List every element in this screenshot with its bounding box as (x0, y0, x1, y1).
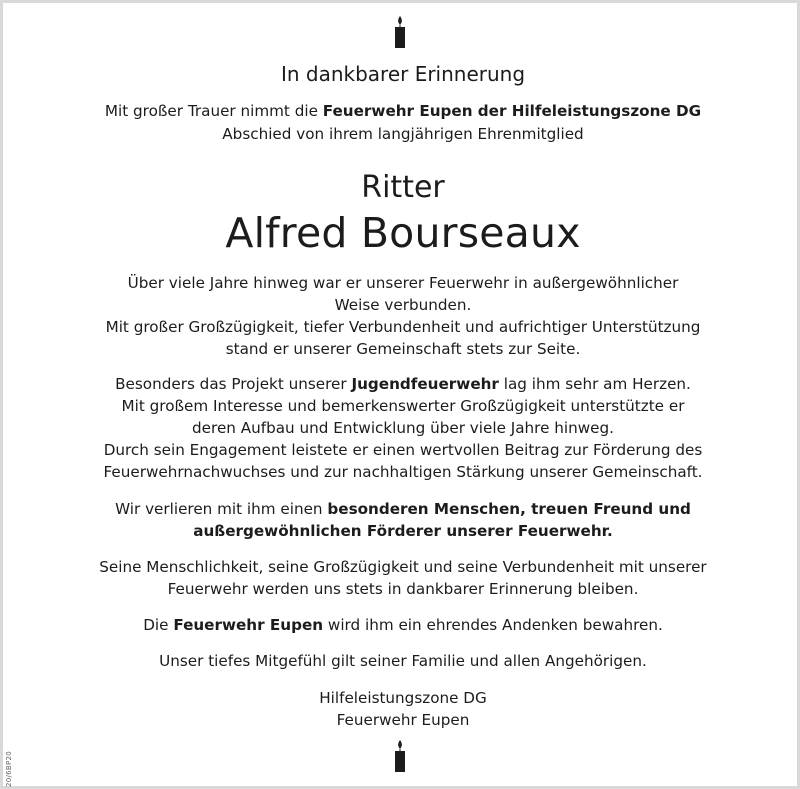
body-line: außergewöhnlichen Förderer unserer Feuerwehr. (193, 522, 613, 540)
body-line: Über viele Jahre hinweg war er unserer Feuerwehr in außergewöhnlicher (127, 274, 679, 292)
body-line: Seine Menschlichkeit, seine Großzügigkeit und seine Verbundenheit mit unserer (99, 558, 707, 576)
body-line: Feuerwehrnachwuchses und zur nachhaltigen Stärkung unserer Gemeinschaft. (103, 463, 703, 481)
candle-icon (392, 739, 408, 773)
intro-line-1 (3, 101, 800, 121)
body-line (3, 615, 800, 635)
candle-icon (392, 15, 408, 49)
body-line: Durch sein Engagement leistete er einen wertvollen Beitrag zur Förderung des (103, 441, 703, 459)
body-text: Wir verlieren mit ihm einen (115, 500, 328, 518)
body-text: wird ihm ein ehrendes Andenken bewahren. (323, 616, 663, 634)
body-line (3, 374, 800, 394)
body-line: Weise verbunden. (334, 296, 472, 314)
body-text: Die (143, 616, 174, 634)
body-text: Besonders das Projekt unserer (115, 375, 352, 393)
side-reference-code: 20/6BP20 (5, 750, 13, 787)
body-line: stand er unserer Gemeinschaft stets zur Seite. (225, 340, 581, 358)
signature-line-1: Hilfeleistungszone DG (319, 689, 487, 707)
body-line: deren Aufbau und Entwicklung über viele Jahre hinweg. (192, 419, 614, 437)
heading-in-remembrance: In dankbarer Erinnerung (280, 62, 526, 86)
body-line: Mit großer Großzügigkeit, tiefer Verbundenheit und aufrichtiger Unterstützung (105, 318, 701, 336)
organization-name: Feuerwehr Eupen der Hilfeleistungszone DG (322, 102, 702, 120)
body-line (3, 499, 800, 519)
intro-line-2: Abschied von ihrem langjährigen Ehrenmitglied (222, 125, 584, 143)
body-line: Mit großem Interesse und bemerkenswerter Großzügigkeit unterstützte er (121, 397, 685, 415)
fire-brigade-name: Feuerwehr Eupen (173, 616, 324, 634)
deceased-name: Alfred Bourseaux (225, 209, 581, 257)
body-line: Unser tiefes Mitgefühl gilt seiner Familie und allen Angehörigen. (159, 652, 647, 670)
honorific-title: Ritter (361, 170, 445, 205)
signature-line-2: Feuerwehr Eupen (336, 711, 470, 729)
intro-text: Mit großer Trauer nimmt die (104, 102, 323, 120)
youth-fire-brigade-text: Jugendfeuerwehr (351, 375, 499, 393)
body-text: lag ihm sehr am Herzen. (498, 375, 691, 393)
body-line: Feuerwehr werden uns stets in dankbarer Erinnerung bleiben. (167, 580, 639, 598)
body-bold-text: besonderen Menschen, treuen Freund und (327, 500, 691, 518)
